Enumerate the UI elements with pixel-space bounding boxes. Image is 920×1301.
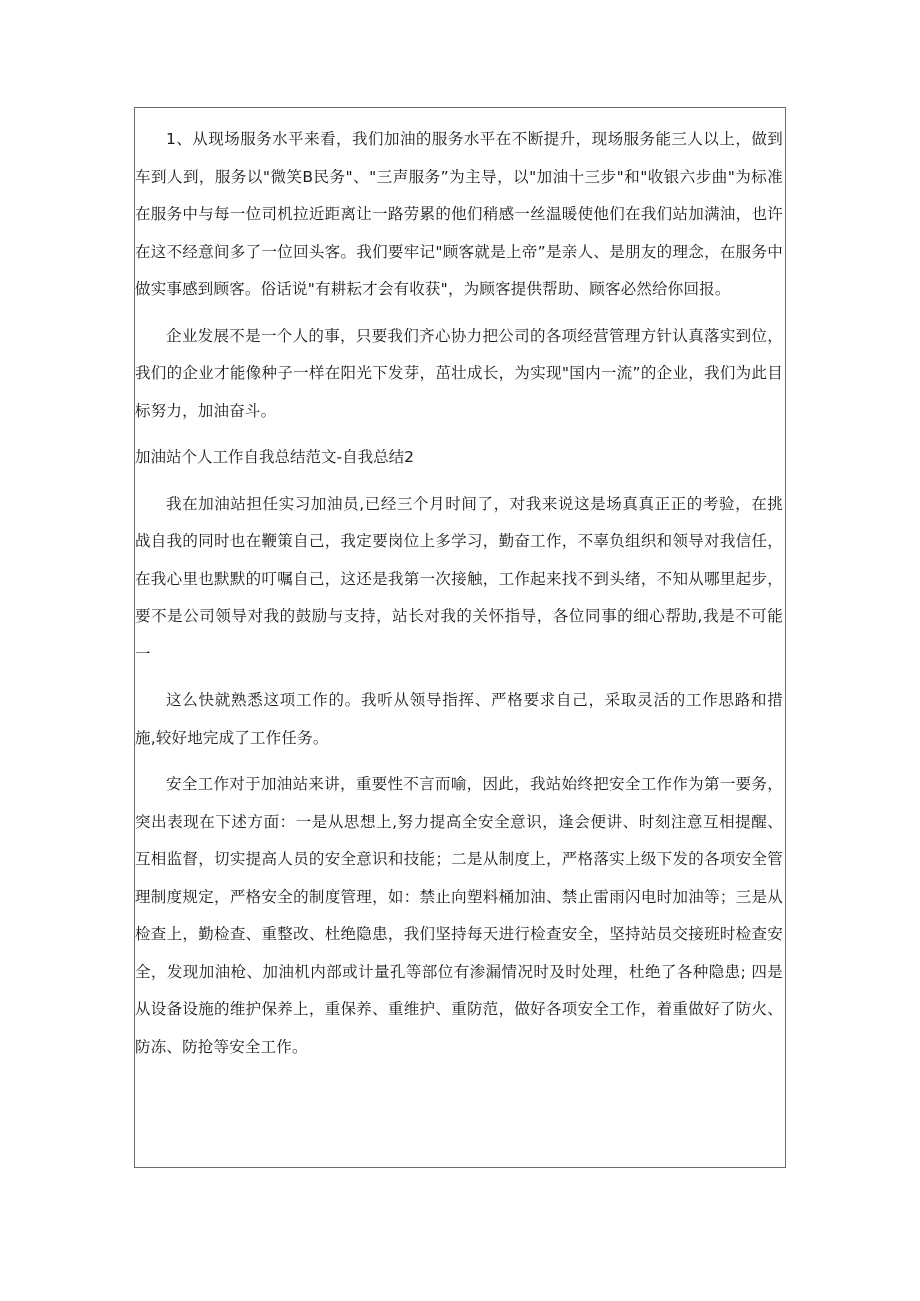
section-heading: 加油站个人工作自我总结范文-自我总结2 [135, 448, 414, 466]
paragraph-familiarity: 这么快就熟悉这项工作的。我听从领导指挥、严格要求自己，采取灵活的工作思路和措施,较好地完成了工作任务。 [135, 691, 783, 747]
paragraph-internship: 我在加油站担任实习加油员,已经三个月时间了，对我来说这是场真真正正的考验，在挑战自我的同时也在鞭策自己，我定要岗位上多学习，勤奋工作，不辜负组织和领导对我信任，在我心里也默默的叮嘱自己，这还是我第一次接触，工作起来找不到头绪，不知从哪里起步，要不是公司领导对我的鼓励与支持，站长对我的关怀指导，各位同事的细心帮助,我是不可能一 [135, 494, 783, 663]
document-body [135, 121, 783, 1066]
paragraph-service-level: 1、从现场服务水平来看，我们加油的服务水平在不断提升，现场服务能三人以上，做到车到人到，服务以"微笑B民务"、"三声服务”为主导，以"加油十三步"和"收银六步曲"为标准在服务中与每一位司机拉近距离让一路劳累的他们稍感一丝温暖使他们在我们站加满油，也许在这不经意间多了一位回头客。我们要牢记"顾客就是上帝”是亲人、是朋友的理念，在服务中做实事感到顾客。俗话说"有耕耘才会有收获"，为顾客提供帮助、顾客必然给你回报。 [135, 130, 783, 298]
paragraph-safety-work: 安全工作对于加油站来讲，重要性不言而喻，因此，我站始终把安全工作作为第一要务，突出表现在下述方面：一是从思想上,努力提高全安全意识，逢会便讲、时刻注意互相提醒、互相监督，切实提高人员的安全意识和技能；二是从制度上，严格落实上级下发的各项安全管理制度规定，严格安全的制度管理，如：禁止向塑料桶加油、禁止雷雨闪电时加油等；三是从检查上，勤检查、重整改、杜绝隐患，我们坚持每天进行检查安全，坚持站员交接班时检查安全，发现加油枪、加油机内部或计量孔等部位有渗漏情况时及时处理，杜绝了各种隐患; 四是从设备设施的维护保养上，重保养、重维护、重防范，做好各项安全工作，着重做好了防火、防冻、防抢等安全工作。 [135, 775, 783, 1056]
paragraph-enterprise-development: 企业发展不是一个人的事，只要我们齐心协力把公司的各项经营管理方针认真落实到位，我们的企业才能像种子一样在阳光下发芽，茁壮成长，为实现"国内一流”的企业，我们为此目标努力，加油奋斗。 [135, 326, 783, 420]
